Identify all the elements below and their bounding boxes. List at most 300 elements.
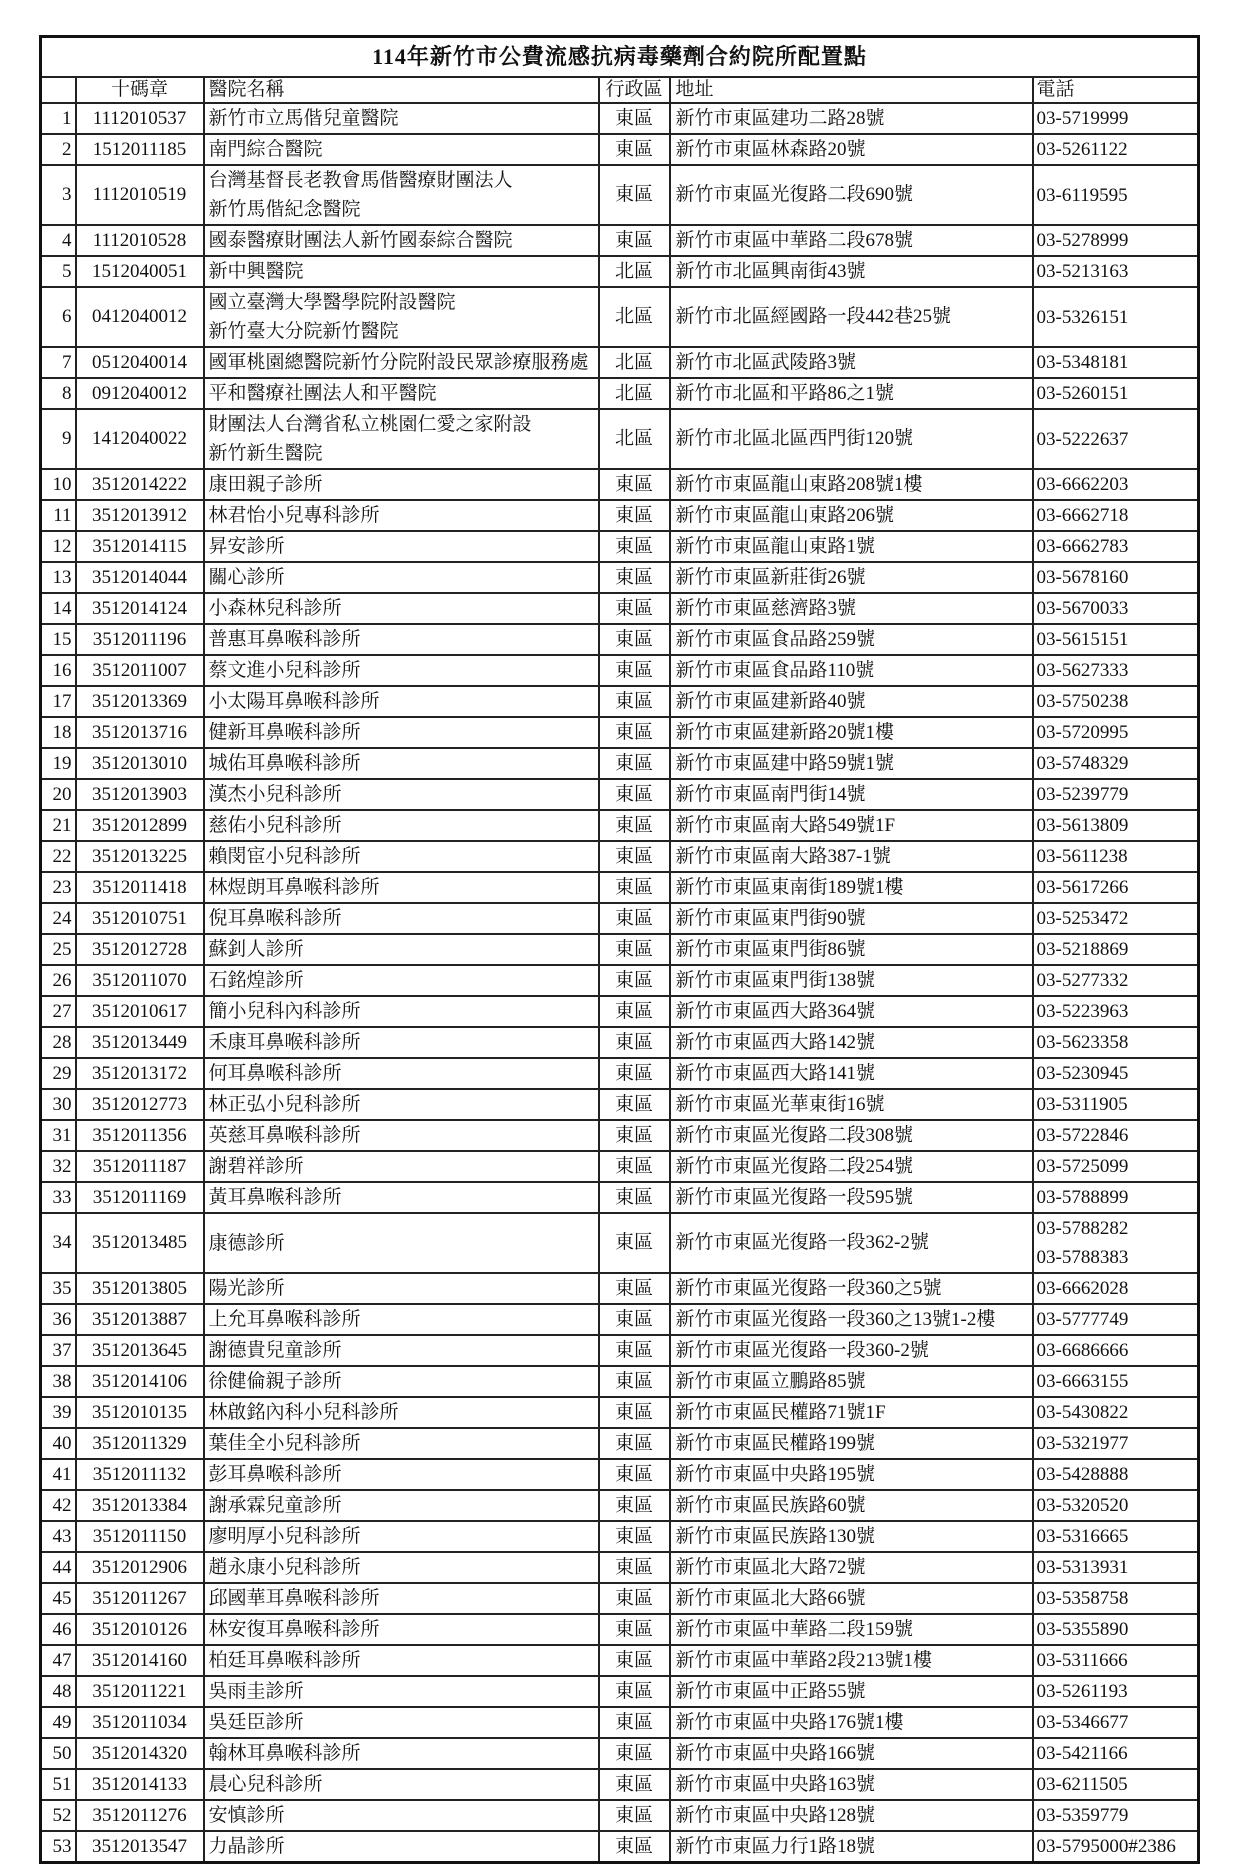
table-row: [41, 1552, 1199, 1583]
address: 新竹市東區光復路一段360之5號: [670, 1273, 1033, 1304]
ten-digit-code: 3512013449: [76, 1027, 204, 1058]
row-number: 44: [41, 1552, 76, 1583]
row-number: 20: [41, 779, 76, 810]
phone-line: 03-5348181: [1036, 352, 1129, 373]
district: 東區: [599, 1428, 670, 1459]
hospital-name-line: 小森林兒科診所: [208, 598, 342, 619]
hospital-name: [204, 1459, 599, 1490]
ten-digit-code: 3512011034: [76, 1707, 204, 1738]
phone: [1033, 500, 1199, 531]
district: 東區: [599, 903, 670, 934]
hospital-name-line: 陽光診所: [208, 1278, 285, 1299]
address: 新竹市東區建功二路28號: [670, 103, 1033, 134]
table-row: [41, 779, 1199, 810]
address: 新竹市東區民族路130號: [670, 1521, 1033, 1552]
ten-digit-code: 3512010135: [76, 1397, 204, 1428]
district: 東區: [599, 1490, 670, 1521]
ten-digit-code: 3512012728: [76, 934, 204, 965]
hospital-name: [204, 1676, 599, 1707]
district: 東區: [599, 1831, 670, 1863]
ten-digit-code: 3512011276: [76, 1800, 204, 1831]
address: 新竹市東區中央路128號: [670, 1800, 1033, 1831]
address: 新竹市東區中正路55號: [670, 1676, 1033, 1707]
district: 東區: [599, 1614, 670, 1645]
phone-line: 03-5260151: [1036, 383, 1129, 404]
hospital-name-line: 英慈耳鼻喉科診所: [208, 1125, 361, 1146]
row-number: 24: [41, 903, 76, 934]
hospital-name-line: 林啟銘內科小兒科診所: [208, 1402, 399, 1423]
phone: [1033, 996, 1199, 1027]
hospital-name-line: 林正弘小兒科診所: [208, 1094, 361, 1115]
ten-digit-code: 3512011196: [76, 624, 204, 655]
address: 新竹市東區東門街90號: [670, 903, 1033, 934]
phone-line: 03-5748329: [1036, 753, 1129, 774]
hospital-name: [204, 1707, 599, 1738]
district: 東區: [599, 1521, 670, 1552]
phone-line: 03-5750238: [1036, 691, 1129, 712]
clinic-list-sheet: [39, 35, 1197, 1864]
address: 新竹市北區興南街43號: [670, 256, 1033, 287]
phone: [1033, 1490, 1199, 1521]
ten-digit-code: 0512040014: [76, 347, 204, 378]
address: 新竹市東區中央路166號: [670, 1738, 1033, 1769]
hospital-name: [204, 1273, 599, 1304]
hospital-name-line: 簡小兒科內科診所: [208, 1001, 361, 1022]
hospital-name-line: 廖明厚小兒科診所: [208, 1526, 361, 1547]
phone-line: 03-5720995: [1036, 722, 1129, 743]
hospital-name: [204, 562, 599, 593]
table-row: [41, 378, 1199, 409]
hospital-name: [204, 256, 599, 287]
ten-digit-code: 3512011187: [76, 1151, 204, 1182]
address: 新竹市東區建新路20號1樓: [670, 717, 1033, 748]
hospital-name-line: 倪耳鼻喉科診所: [208, 908, 342, 929]
table-row: [41, 1583, 1199, 1614]
ten-digit-code: 3512011007: [76, 655, 204, 686]
address: 新竹市東區光復路一段362-2號: [670, 1213, 1033, 1273]
phone-line: 03-5253472: [1036, 908, 1129, 929]
phone: [1033, 165, 1199, 225]
phone: [1033, 287, 1199, 347]
phone: [1033, 1428, 1199, 1459]
district: 東區: [599, 1027, 670, 1058]
hospital-name-line: 彭耳鼻喉科診所: [208, 1464, 342, 1485]
phone: [1033, 256, 1199, 287]
address: 新竹市北區經國路一段442巷25號: [670, 287, 1033, 347]
ten-digit-code: 3512013485: [76, 1213, 204, 1273]
address: 新竹市東區龍山東路208號1樓: [670, 469, 1033, 500]
phone-line: 03-5230945: [1036, 1063, 1129, 1084]
ten-digit-code: 1112010537: [76, 103, 204, 134]
district: 東區: [599, 717, 670, 748]
ten-digit-code: 3512014115: [76, 531, 204, 562]
address: 新竹市東區新莊街26號: [670, 562, 1033, 593]
row-number: 31: [41, 1120, 76, 1151]
ten-digit-code: 3512013172: [76, 1058, 204, 1089]
ten-digit-code: 0912040012: [76, 378, 204, 409]
phone: [1033, 1769, 1199, 1800]
address: 新竹市東區民族路60號: [670, 1490, 1033, 1521]
row-number: 47: [41, 1645, 76, 1676]
row-number: 22: [41, 841, 76, 872]
address: 新竹市東區東南街189號1樓: [670, 872, 1033, 903]
hospital-name: [204, 779, 599, 810]
table-row: [41, 717, 1199, 748]
ten-digit-code: 3512011070: [76, 965, 204, 996]
address: 新竹市東區中華路二段159號: [670, 1614, 1033, 1645]
ten-digit-code: 3512011221: [76, 1676, 204, 1707]
phone-line: 03-5617266: [1036, 877, 1129, 898]
phone-line: 03-5222637: [1036, 428, 1129, 450]
district: 東區: [599, 225, 670, 256]
hospital-name-line: 慈佑小兒科診所: [208, 815, 342, 836]
row-number: 8: [41, 378, 76, 409]
hospital-name-line: 石銘煌診所: [208, 970, 304, 991]
table-row: [41, 1428, 1199, 1459]
address: 新竹市東區龍山東路1號: [670, 531, 1033, 562]
table-row: [41, 1676, 1199, 1707]
hospital-name-line: 新竹新生醫院: [208, 443, 323, 464]
hospital-name-line: 謝碧祥診所: [208, 1156, 304, 1177]
hospital-name-line: 林安復耳鼻喉科診所: [208, 1619, 380, 1640]
district: 東區: [599, 1058, 670, 1089]
phone-line: 03-5722846: [1036, 1125, 1129, 1146]
row-number: 48: [41, 1676, 76, 1707]
district: 東區: [599, 810, 670, 841]
address: 新竹市東區力行1路18號: [670, 1831, 1033, 1863]
row-number: 11: [41, 500, 76, 531]
hospital-name: [204, 1583, 599, 1614]
phone: [1033, 1366, 1199, 1397]
hospital-name: [204, 1120, 599, 1151]
district: 東區: [599, 1397, 670, 1428]
row-number: 28: [41, 1027, 76, 1058]
phone-line: 03-5311666: [1036, 1650, 1128, 1671]
ten-digit-code: 3512013547: [76, 1831, 204, 1863]
phone-line: 03-6662718: [1036, 505, 1129, 526]
table-row: [41, 903, 1199, 934]
district: 東區: [599, 1089, 670, 1120]
hospital-name: [204, 903, 599, 934]
row-number: 21: [41, 810, 76, 841]
ten-digit-code: 0412040012: [76, 287, 204, 347]
district: 東區: [599, 1182, 670, 1213]
ten-digit-code: 3512012899: [76, 810, 204, 841]
ten-digit-code: 3512013887: [76, 1304, 204, 1335]
table-row: [41, 500, 1199, 531]
hospital-name-line: 柏廷耳鼻喉科診所: [208, 1650, 361, 1671]
ten-digit-code: 3512011267: [76, 1583, 204, 1614]
ten-digit-code: 3512011356: [76, 1120, 204, 1151]
address: 新竹市東區西大路141號: [670, 1058, 1033, 1089]
row-number: 27: [41, 996, 76, 1027]
ten-digit-code: 3512013010: [76, 748, 204, 779]
phone: [1033, 934, 1199, 965]
table-row: [41, 686, 1199, 717]
phone: [1033, 1089, 1199, 1120]
hospital-name-line: 趙永康小兒科診所: [208, 1557, 361, 1578]
district: 東區: [599, 1366, 670, 1397]
hospital-name-line: 南門綜合醫院: [208, 139, 323, 160]
phone-line: 03-5321977: [1036, 1433, 1129, 1454]
table-row: [41, 841, 1199, 872]
row-number: 38: [41, 1366, 76, 1397]
row-number: 34: [41, 1213, 76, 1273]
table-row: [41, 1120, 1199, 1151]
hospital-name: [204, 1831, 599, 1863]
phone: [1033, 1831, 1199, 1863]
phone-line: 03-5355890: [1036, 1619, 1129, 1640]
phone-line: 03-5213163: [1036, 261, 1129, 282]
phone: [1033, 624, 1199, 655]
phone-line: 03-5615151: [1036, 629, 1129, 650]
header-code: 十碼章: [76, 77, 204, 103]
phone-line: 03-5346677: [1036, 1712, 1129, 1733]
ten-digit-code: 3512013369: [76, 686, 204, 717]
hospital-name-line: 翰林耳鼻喉科診所: [208, 1743, 361, 1764]
table-row: [41, 1366, 1199, 1397]
ten-digit-code: 1512011185: [76, 134, 204, 165]
hospital-name-line: 蘇釗人診所: [208, 939, 304, 960]
district: 東區: [599, 1583, 670, 1614]
phone: [1033, 1397, 1199, 1428]
hospital-name: [204, 347, 599, 378]
hospital-name: [204, 1800, 599, 1831]
phone-line: 03-6686666: [1036, 1340, 1129, 1361]
table-row: [41, 996, 1199, 1027]
row-number: 15: [41, 624, 76, 655]
address: 新竹市東區民權路199號: [670, 1428, 1033, 1459]
hospital-name: [204, 624, 599, 655]
ten-digit-code: 3512013805: [76, 1273, 204, 1304]
phone-line: 03-5725099: [1036, 1156, 1129, 1177]
hospital-name: [204, 378, 599, 409]
phone-line: 03-5719999: [1036, 108, 1129, 129]
table-row: [41, 1521, 1199, 1552]
table-row: [41, 1769, 1199, 1800]
table-row: [41, 1459, 1199, 1490]
title-row: [41, 37, 1199, 78]
address: 新竹市北區北區西門街120號: [670, 409, 1033, 469]
phone: [1033, 1273, 1199, 1304]
phone: [1033, 103, 1199, 134]
table-row: [41, 1335, 1199, 1366]
address: 新竹市東區慈濟路3號: [670, 593, 1033, 624]
address: 新竹市東區中央路163號: [670, 1769, 1033, 1800]
phone-line: 03-5218869: [1036, 939, 1129, 960]
address: 新竹市東區民權路71號1F: [670, 1397, 1033, 1428]
ten-digit-code: 3512014320: [76, 1738, 204, 1769]
phone-line: 03-5777749: [1036, 1309, 1129, 1330]
hospital-name: [204, 1089, 599, 1120]
header-name: 醫院名稱: [204, 77, 599, 103]
hospital-name: [204, 965, 599, 996]
hospital-name: [204, 748, 599, 779]
ten-digit-code: 3512014133: [76, 1769, 204, 1800]
row-number: 17: [41, 686, 76, 717]
phone: [1033, 225, 1199, 256]
hospital-name: [204, 996, 599, 1027]
hospital-name: [204, 1645, 599, 1676]
ten-digit-code: 3512012773: [76, 1089, 204, 1120]
district: 東區: [599, 965, 670, 996]
ten-digit-code: 3512013645: [76, 1335, 204, 1366]
hospital-name: [204, 409, 599, 469]
phone-line: 03-6211505: [1036, 1774, 1128, 1795]
phone: [1033, 1335, 1199, 1366]
hospital-name: [204, 686, 599, 717]
phone: [1033, 1800, 1199, 1831]
phone: [1033, 748, 1199, 779]
hospital-name-line: 力晶診所: [208, 1836, 285, 1857]
clinic-table: [39, 35, 1200, 1864]
phone: [1033, 469, 1199, 500]
ten-digit-code: 3512010126: [76, 1614, 204, 1645]
table-row: [41, 347, 1199, 378]
row-number: 35: [41, 1273, 76, 1304]
table-row: [41, 1213, 1199, 1273]
hospital-name: [204, 469, 599, 500]
ten-digit-code: 3512013912: [76, 500, 204, 531]
hospital-name-line: 健新耳鼻喉科診所: [208, 722, 361, 743]
table-row: [41, 1151, 1199, 1182]
hospital-name-line: 小太陽耳鼻喉科診所: [208, 691, 380, 712]
phone: [1033, 1521, 1199, 1552]
hospital-name-line: 晨心兒科診所: [208, 1774, 323, 1795]
row-number: 16: [41, 655, 76, 686]
phone-line: 03-5261122: [1036, 139, 1128, 160]
phone: [1033, 1058, 1199, 1089]
ten-digit-code: 3512013903: [76, 779, 204, 810]
hospital-name: [204, 1027, 599, 1058]
row-number: 12: [41, 531, 76, 562]
hospital-name-line: 邱國華耳鼻喉科診所: [208, 1588, 380, 1609]
hospital-name: [204, 810, 599, 841]
address: 新竹市東區南門街14號: [670, 779, 1033, 810]
hospital-name: [204, 1769, 599, 1800]
row-number: 10: [41, 469, 76, 500]
table-row: [41, 1058, 1199, 1089]
hospital-name-line: 何耳鼻喉科診所: [208, 1063, 342, 1084]
address: 新竹市東區西大路364號: [670, 996, 1033, 1027]
hospital-name: [204, 165, 599, 225]
hospital-name-line: 關心診所: [208, 567, 285, 588]
row-number: 45: [41, 1583, 76, 1614]
hospital-name: [204, 225, 599, 256]
district: 東區: [599, 562, 670, 593]
header-phone: 電話: [1033, 77, 1199, 103]
address: 新竹市東區林森路20號: [670, 134, 1033, 165]
ten-digit-code: 3512011329: [76, 1428, 204, 1459]
table-row: [41, 1707, 1199, 1738]
table-row: [41, 1831, 1199, 1863]
row-number: 53: [41, 1831, 76, 1863]
row-number: 23: [41, 872, 76, 903]
row-number: 18: [41, 717, 76, 748]
phone: [1033, 1676, 1199, 1707]
phone-line: 03-5788899: [1036, 1187, 1129, 1208]
district: 北區: [599, 409, 670, 469]
table-row: [41, 1397, 1199, 1428]
ten-digit-code: 3512011150: [76, 1521, 204, 1552]
row-number: 37: [41, 1335, 76, 1366]
phone-line: 03-5358758: [1036, 1588, 1129, 1609]
phone: [1033, 1459, 1199, 1490]
district: 東區: [599, 1645, 670, 1676]
hospital-name-line: 蔡文進小兒科診所: [208, 660, 361, 681]
district: 東區: [599, 841, 670, 872]
ten-digit-code: 3512013225: [76, 841, 204, 872]
hospital-name-line: 上允耳鼻喉科診所: [208, 1309, 361, 1330]
phone: [1033, 378, 1199, 409]
hospital-name-line: 新竹臺大分院新竹醫院: [208, 321, 399, 342]
district: 東區: [599, 1676, 670, 1707]
phone-line: 03-5359779: [1036, 1805, 1129, 1826]
ten-digit-code: 3512011418: [76, 872, 204, 903]
clinic-rows: [41, 103, 1199, 1863]
phone: [1033, 593, 1199, 624]
phone-line: 03-5320520: [1036, 1495, 1129, 1516]
hospital-name-line: 林君怡小兒專科診所: [208, 505, 380, 526]
hospital-name-line: 謝承霖兒童診所: [208, 1495, 342, 1516]
hospital-name-line: 黃耳鼻喉科診所: [208, 1187, 342, 1208]
phone-line: 03-6662203: [1036, 474, 1129, 495]
phone: [1033, 686, 1199, 717]
table-row: [41, 1027, 1199, 1058]
hospital-name-line: 國軍桃園總醫院新竹分院附設民眾診療服務處: [208, 352, 589, 373]
row-number: 33: [41, 1182, 76, 1213]
phone: [1033, 1213, 1199, 1273]
row-number: 43: [41, 1521, 76, 1552]
phone-line: 03-5788383: [1036, 1247, 1129, 1268]
district: 東區: [599, 103, 670, 134]
row-number: 9: [41, 409, 76, 469]
ten-digit-code: 3512010751: [76, 903, 204, 934]
hospital-name: [204, 1151, 599, 1182]
district: 東區: [599, 1335, 670, 1366]
phone-line: 03-5613809: [1036, 815, 1129, 836]
hospital-name: [204, 1366, 599, 1397]
hospital-name: [204, 1213, 599, 1273]
district: 北區: [599, 378, 670, 409]
phone-line: 03-5311905: [1036, 1094, 1128, 1115]
address: 新竹市東區光復路二段690號: [670, 165, 1033, 225]
hospital-name: [204, 934, 599, 965]
district: 東區: [599, 934, 670, 965]
phone: [1033, 965, 1199, 996]
ten-digit-code: 3512011169: [76, 1182, 204, 1213]
hospital-name-line: 吳廷臣診所: [208, 1712, 304, 1733]
table-row: [41, 934, 1199, 965]
address: 新竹市東區食品路110號: [670, 655, 1033, 686]
address: 新竹市東區光華東街16號: [670, 1089, 1033, 1120]
hospital-name: [204, 500, 599, 531]
hospital-name-line: 安慎診所: [208, 1805, 285, 1826]
phone-line: 03-6662028: [1036, 1278, 1129, 1299]
district: 東區: [599, 1769, 670, 1800]
row-number: 49: [41, 1707, 76, 1738]
hospital-name: [204, 1397, 599, 1428]
row-number: 7: [41, 347, 76, 378]
address: 新竹市東區北大路72號: [670, 1552, 1033, 1583]
hospital-name: [204, 1182, 599, 1213]
district: 北區: [599, 347, 670, 378]
hospital-name: [204, 1490, 599, 1521]
table-row: [41, 1645, 1199, 1676]
hospital-name-line: 康德診所: [208, 1232, 285, 1254]
district: 東區: [599, 1459, 670, 1490]
phone-line: 03-5678160: [1036, 567, 1129, 588]
